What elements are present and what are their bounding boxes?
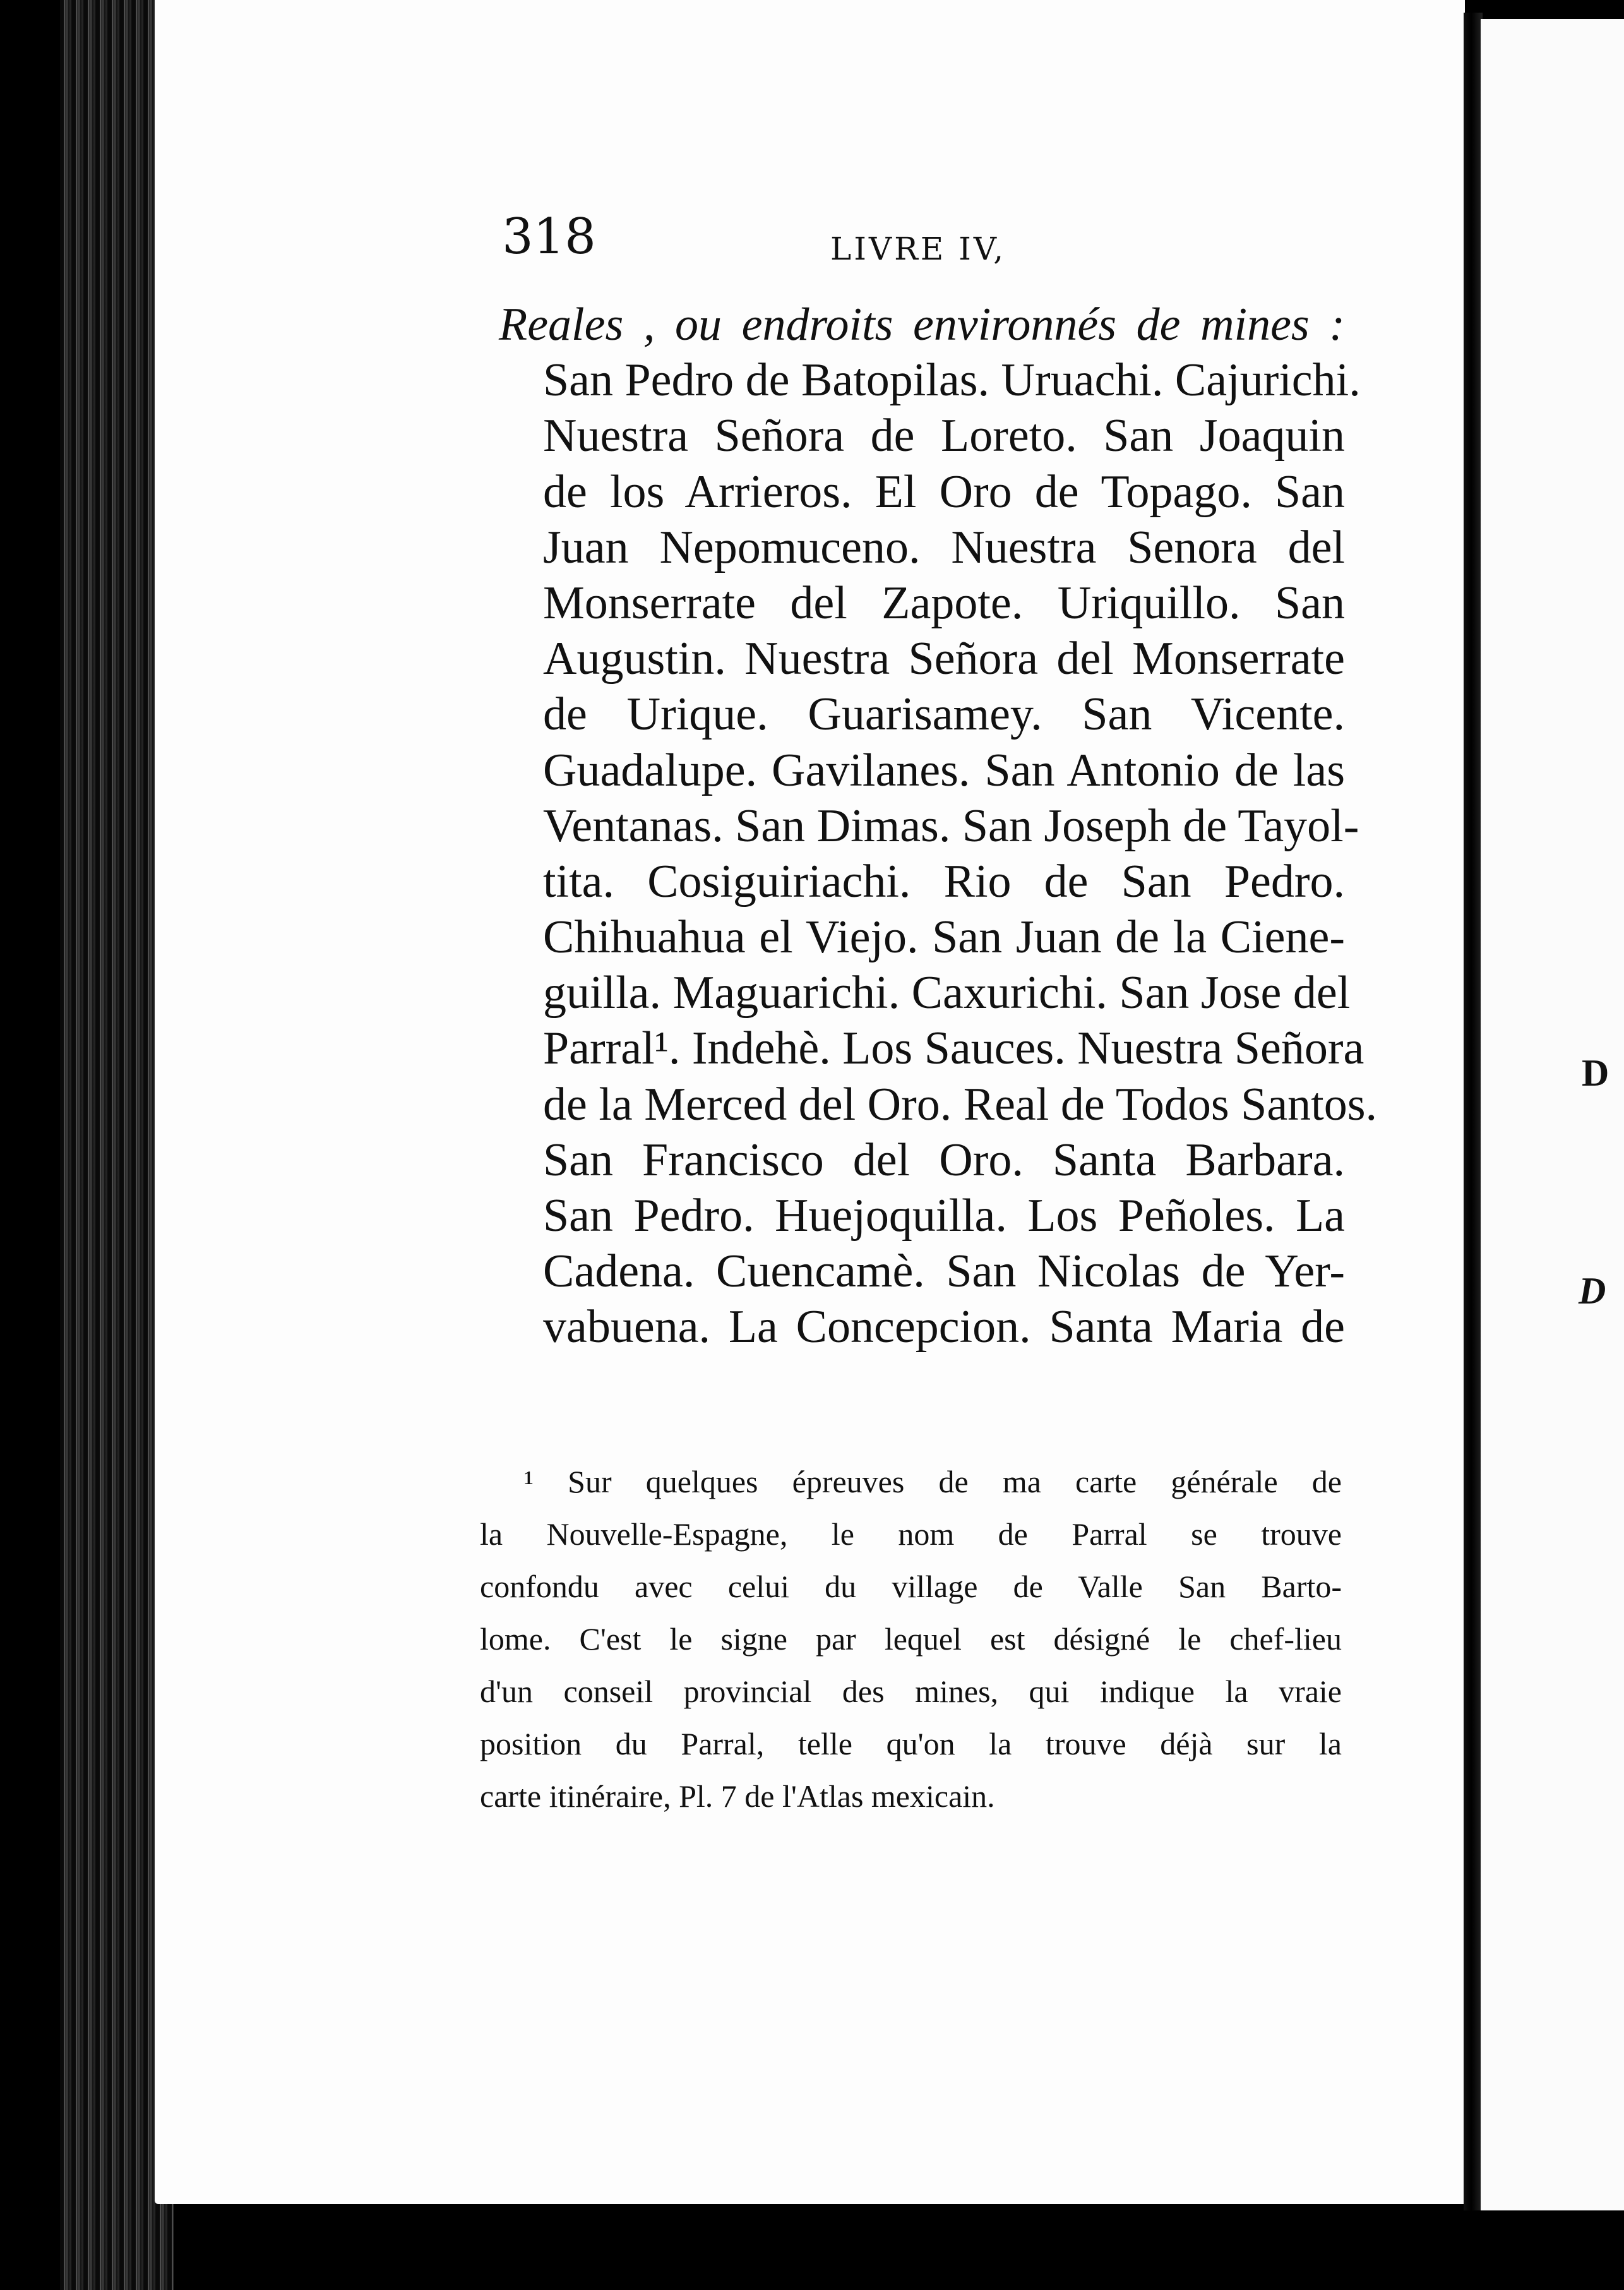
body-line: de Urique. Guarisamey. San Vicente. xyxy=(543,688,1345,741)
body-line: Cadena. Cuencamè. San Nicolas de Yer- xyxy=(543,1245,1345,1298)
page-number: 318 xyxy=(502,208,596,265)
body-line: San Pedro de Batopilas. Uruachi. Cajurichi. xyxy=(543,354,1361,407)
body-line: Nuestra Señora de Loreto. San Joaquin xyxy=(543,410,1345,462)
facing-page-edge xyxy=(1481,19,1624,2210)
footnote-line: carte itinéraire, Pl. 7 de l'Atlas mexicain. xyxy=(480,1778,995,1814)
body-line: San Pedro. Huejoquilla. Los Peñoles. La xyxy=(543,1190,1345,1242)
body-line: Parral¹. Indehè. Los Sauces. Nuestra Señora xyxy=(543,1022,1364,1075)
body-line: guilla. Maguarichi. Caxurichi. San Jose del xyxy=(543,967,1351,1019)
body-line: San Francisco del Oro. Santa Barbara. xyxy=(543,1134,1345,1186)
body-line: de la Merced del Oro. Real de Todos Santos. xyxy=(543,1078,1378,1130)
footnote xyxy=(480,1456,1342,1823)
body-line: Guadalupe. Gavilanes. San Antonio de las xyxy=(543,744,1345,796)
body-line: Juan Nepomuceno. Nuestra Senora del xyxy=(543,521,1345,573)
body-line: de los Arrieros. El Oro de Topago. San xyxy=(543,465,1345,518)
body-line: Monserrate del Zapote. Uriquillo. San xyxy=(543,577,1345,629)
footnote-line: d'un conseil provincial des mines, qui indique la vraie xyxy=(480,1674,1342,1709)
body-line: Ventanas. San Dimas. San Joseph de Tayol- xyxy=(543,800,1359,852)
gutter-shadow xyxy=(1464,13,1483,2210)
footnote-line: position du Parral, telle qu'on la trouve déjà sur la xyxy=(480,1726,1342,1761)
body-text xyxy=(499,297,1378,1355)
facing-page-fragment: D xyxy=(1579,1270,1606,1312)
body-line: Chihuahua el Viejo. San Juan de la Ciene- xyxy=(543,911,1345,964)
body-line: tita. Cosiguiriachi. Rio de San Pedro. xyxy=(543,855,1345,908)
footnote-line: la Nouvelle-Espagne, le nom de Parral se trouve xyxy=(480,1516,1342,1552)
footnote-line: ¹ Sur quelques épreuves de ma carte générale de xyxy=(524,1464,1342,1499)
body-line: vabuena. La Concepcion. Santa Maria de xyxy=(543,1301,1345,1353)
footnote-line: lome. C'est le signe par lequel est désigné le chef-lieu xyxy=(480,1621,1342,1657)
footnote-line: confondu avec celui du village de Valle San Barto- xyxy=(480,1569,1342,1604)
facing-page-fragment: D xyxy=(1582,1052,1609,1094)
body-line: Augustin. Nuestra Señora del Monserrate xyxy=(543,633,1345,685)
running-head: LIVRE IV, xyxy=(830,231,1006,267)
body-line: Reales , ou endroits environnés de mines : xyxy=(499,299,1345,351)
